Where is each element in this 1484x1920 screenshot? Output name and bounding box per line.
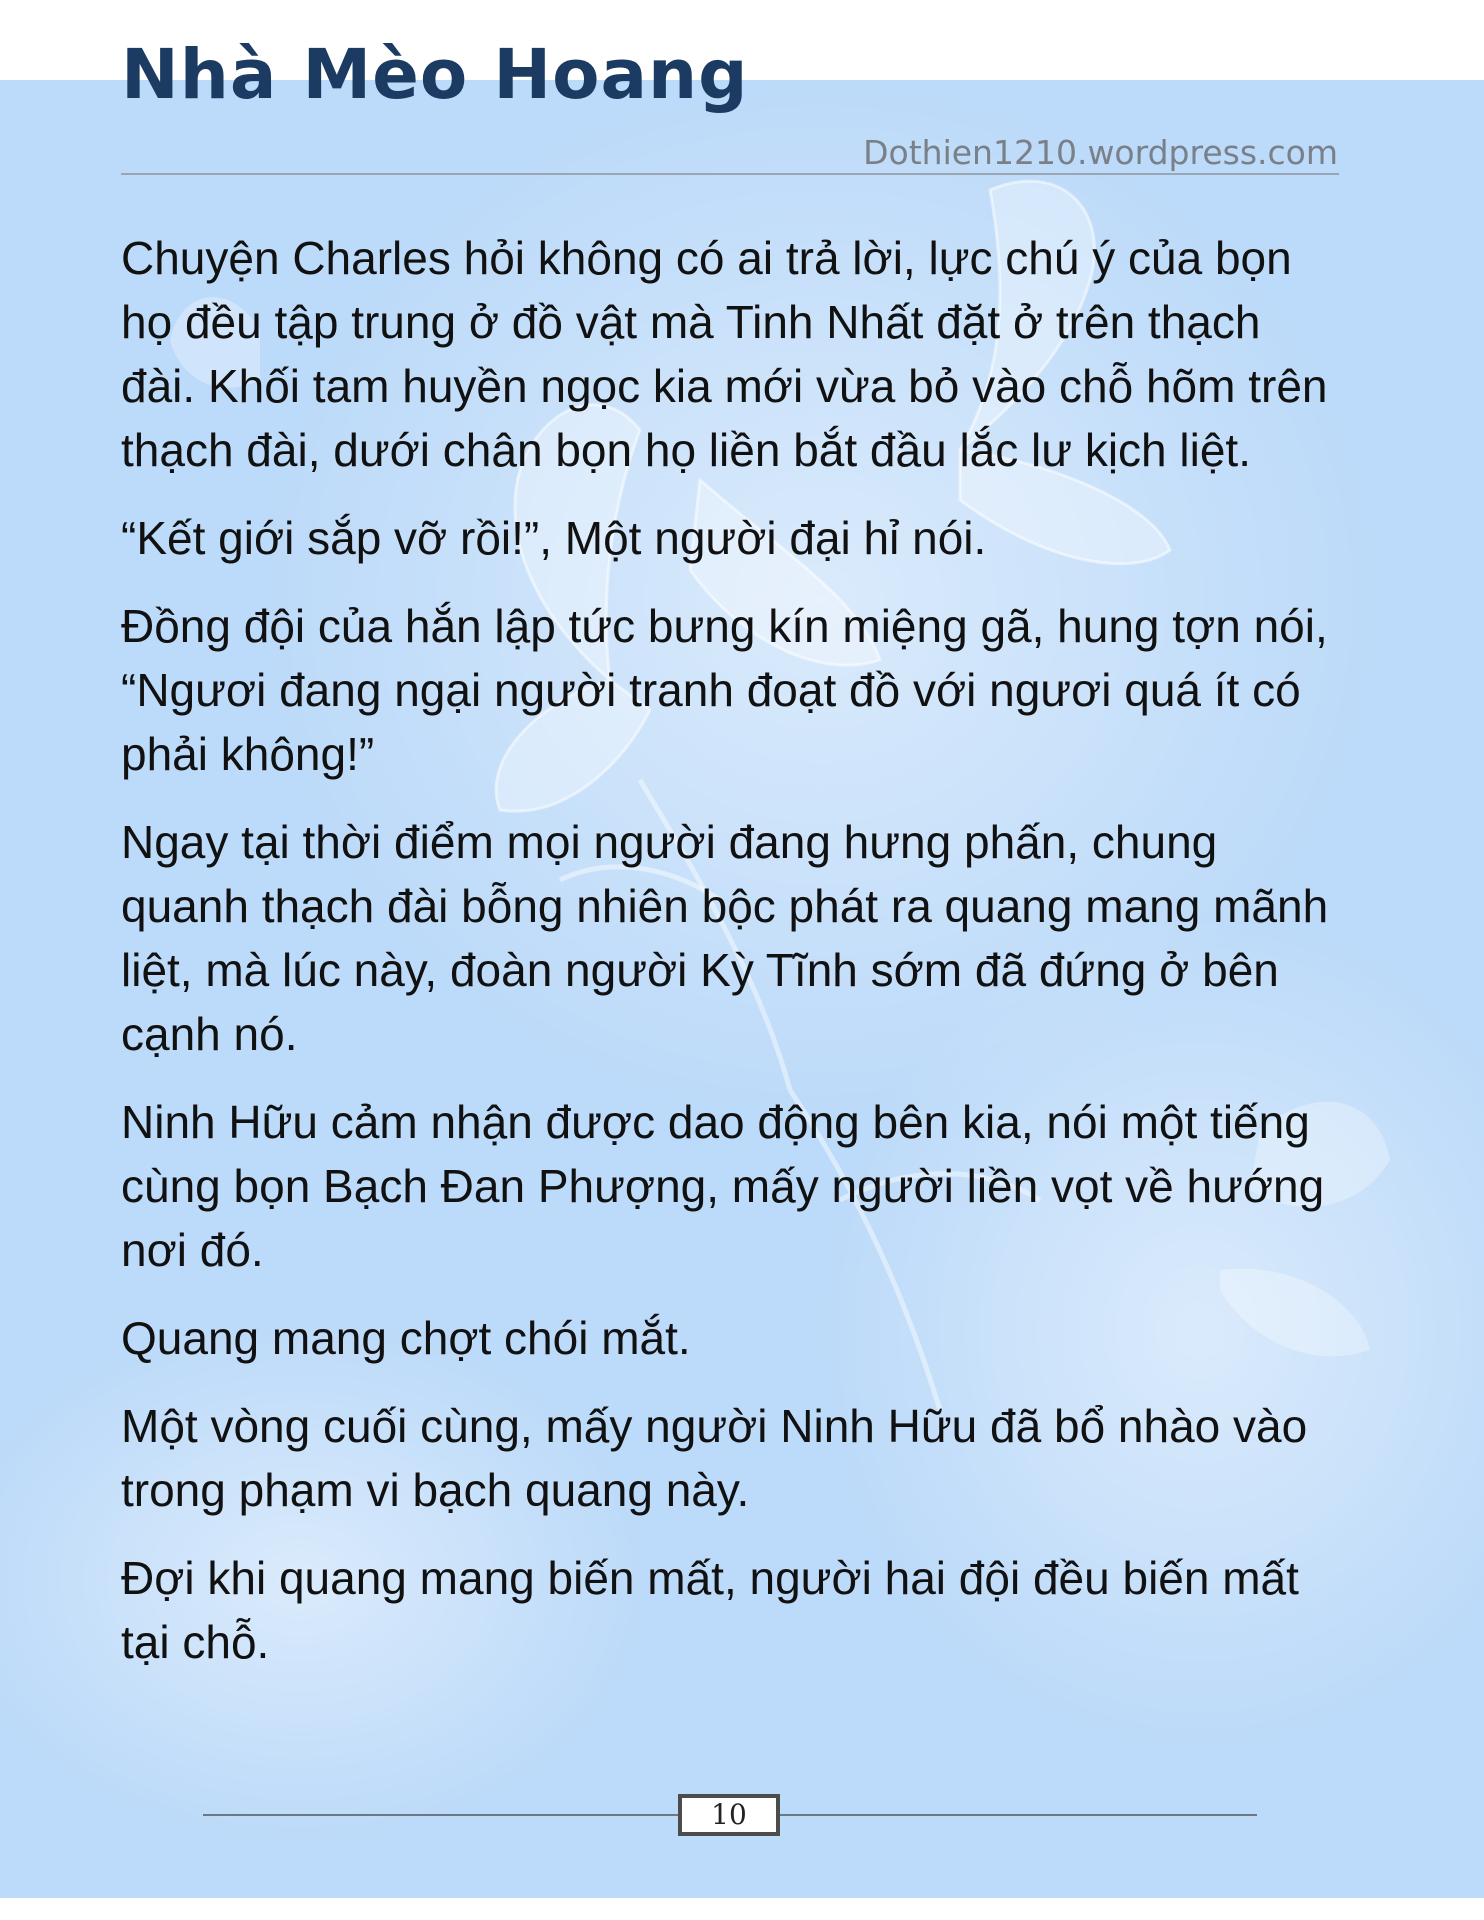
paragraph: Ninh Hữu cảm nhận được dao động bên kia, nói một tiếng cùng bọn Bạch Đan Phượng, mấy người liền vọt về hướng nơi đó.: [121, 1096, 1325, 1276]
paragraph: Một vòng cuối cùng, mấy người Ninh Hữu đã bổ nhào vào trong phạm vi bạch quang này.: [121, 1400, 1308, 1516]
site-url: Dothien1210.wordpress.com: [863, 133, 1338, 172]
chapter-body: [121, 226, 1347, 1698]
paragraph: Quang mang chợt chói mắt.: [121, 1312, 691, 1364]
paragraph: Đồng đội của hắn lập tức bưng kín miệng gã, hung tợn nói, “Ngươi đang ngại người tranh đoạt đồ với ngươi quá ít có phải không!”: [121, 600, 1328, 780]
paragraph: Đợi khi quang mang biến mất, người hai đội đều biến mất tại chỗ.: [121, 1552, 1299, 1668]
paragraph: Chuyện Charles hỏi không có ai trả lời, lực chú ý của bọn họ đều tập trung ở đồ vật mà Tinh Nhất đặt ở trên thạch đài. Khối tam huyền ngọc kia mới vừa bỏ vào chỗ hõm trên thạch đài, dưới chân bọn họ liền bắt đầu lắc lư kịch liệt.: [121, 232, 1328, 476]
header-divider: [121, 173, 1339, 175]
page-number: 10: [678, 1794, 780, 1836]
paragraph: “Kết giới sắp vỡ rồi!”, Một người đại hỉ nói.: [121, 512, 987, 564]
paragraph: Ngay tại thời điểm mọi người đang hưng phấn, chung quanh thạch đài bỗng nhiên bộc phát ra quang mang mãnh liệt, mà lúc này, đoàn người Kỳ Tĩnh sớm đã đứng ở bên cạnh nó.: [121, 816, 1329, 1060]
page-title: Nhà Mèo Hoang: [121, 35, 749, 115]
